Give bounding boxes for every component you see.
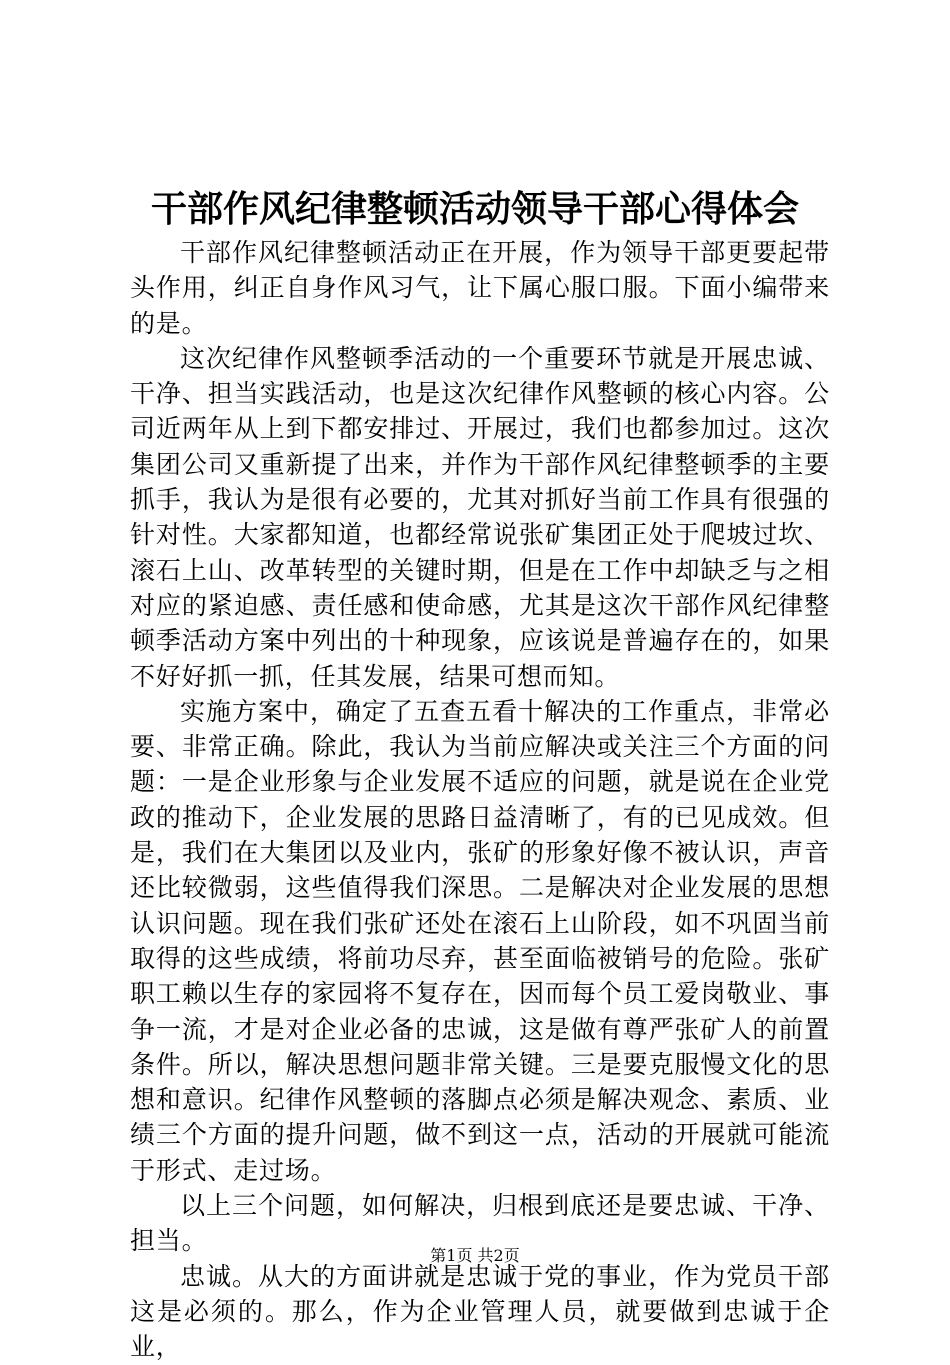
document-title: 干部作风纪律整顿活动领导干部心得体会 (150, 188, 799, 230)
paragraph-solution: 以上三个问题，如何解决，归根到底还是要忠诚、干净、担当。 (130, 1191, 830, 1256)
page-number-footer: 第1页 共2页 (430, 1246, 520, 1265)
paragraph-three-issues: 实施方案中，确定了五查五看十解决的工作重点，非常必要、非常正确。除此，我认为当前应解决或关注三个方面的问题：一是企业形象与企业发展不适应的问题，就是说在企业党政的推动下，企业发展的思路日益清晰了，有的已见成效。但是，我们在大集团以及业内，张矿的形象好像不被认识，声音还比较微弱，这些值得我们深思。二是解决对企业发展的思想认识问题。现在我们张矿还处在滚石上山阶段，如不巩固当前取得的这些成绩，将前功尽弃，甚至面临被销号的危险。张矿职工赖以生存的家园将不复存在，因而每个员工爱岗敬业、事争一流，才是对企业必备的忠诚，这是做有尊严张矿人的前置条件。所以，解决思想问题非常关键。三是要克服慢文化的思想和意识。纪律作风整顿的落脚点必须是解决观念、素质、业绩三个方面的提升问题，做不到这一点，活动的开展就可能流于形式、走过场。 (130, 696, 830, 1185)
paragraph-campaign: 这次纪律作风整顿季活动的一个重要环节就是开展忠诚、干净、担当实践活动，也是这次纪律作风整顿的核心内容。公司近两年从上到下都安排过、开展过，我们也都参加过。这次集团公司又重新提了出来，并作为干部作风纪律整顿季的主要抓手，我认为是很有必要的，尤其对抓好当前工作具有很强的针对性。大家都知道，也都经常说张矿集团正处于爬坡过坎、滚石上山、改革转型的关键时期，但是在工作中却缺乏与之相对应的紧迫感、责任感和使命感，尤其是这次干部作风纪律整顿季活动方案中列出的十种现象，应该说是普遍存在的，如果不好好抓一抓，任其发展，结果可想而知。 (130, 343, 830, 691)
document-body (130, 235, 830, 1365)
paragraph-intro: 干部作风纪律整顿活动正在开展，作为领导干部更要起带头作用，纠正自身作风习气，让下属心服口服。下面小编带来的是。 (130, 238, 830, 338)
paragraph-loyalty: 忠诚。从大的方面讲就是忠诚于党的事业，作为党员干部这是必须的。那么，作为企业管理人员，就要做到忠诚于企业， (130, 1261, 830, 1362)
